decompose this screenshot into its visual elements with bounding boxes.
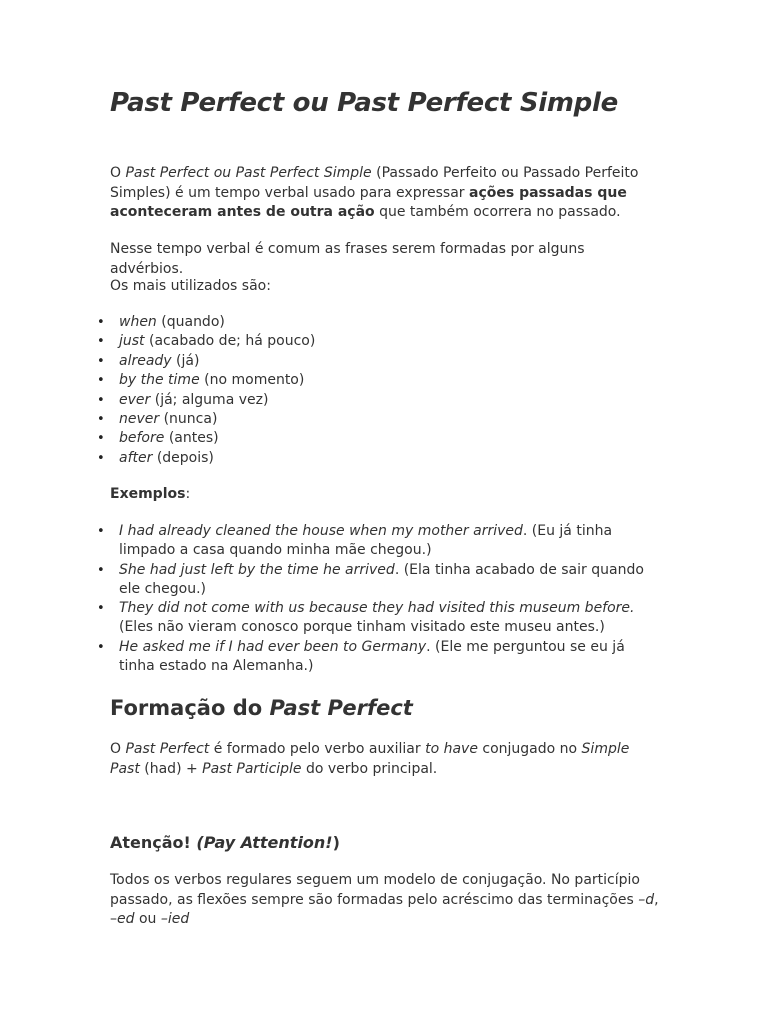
adverb-meaning: (no momento) [199, 372, 305, 389]
atencao-heading-text: Atenção! [110, 833, 197, 852]
formacao-text-1: O [110, 741, 126, 757]
adverb-term: after [119, 449, 153, 466]
todos-suffix-ied: –ied [160, 911, 190, 927]
todos-text-3: ou [134, 911, 161, 927]
adverb-meaning: (antes) [164, 430, 219, 447]
todos-suffix-d: –d [638, 891, 655, 908]
todos-paragraph [110, 871, 660, 930]
adverbs-list [97, 313, 657, 468]
adverb-term: just [119, 333, 145, 350]
atencao-heading-close: ) [332, 833, 340, 852]
bullet-icon: • [97, 524, 105, 539]
bullet-icon: • [97, 315, 105, 330]
formacao-term-1: Past Perfect [125, 741, 210, 757]
intro-emphasis: ações passadas que aconteceram antes de outra ação [110, 184, 627, 220]
examples-label: Exemplos [110, 486, 186, 502]
example-english: She had just left by the time he arrived [119, 561, 395, 578]
bullet-icon: • [97, 431, 105, 447]
formacao-term-4: Past Participle [202, 760, 302, 777]
intro-text-2: (Passado Perfeito ou Passado Perfeito Simples) é um tempo verbal usado para expressar [110, 165, 639, 201]
adverb-meaning: (já; alguma vez) [150, 391, 269, 408]
example-translation: . (Eu já tinha limpado a casa quando minha mãe chegou.) [119, 523, 613, 559]
adverb-meaning: (já) [171, 352, 200, 369]
adverb-term: already [119, 352, 172, 369]
common-paragraph: Nesse tempo verbal é comum as frases serem formadas por alguns advérbios. [110, 241, 585, 277]
most-used-paragraph: Os mais utilizados são: [110, 278, 271, 294]
formacao-term-3: Simple Past [110, 741, 630, 777]
adverb-term: when [119, 314, 157, 330]
list-item [97, 638, 662, 677]
adverb-term: by the time [119, 372, 200, 389]
adverb-term: before [119, 430, 165, 447]
formacao-text-5: do verbo principal. [301, 760, 438, 777]
bullet-icon: • [97, 450, 105, 466]
list-item [97, 449, 657, 468]
list-item [97, 429, 657, 448]
intro-paragraph [110, 164, 660, 223]
adverb-meaning: (depois) [152, 449, 214, 466]
example-english: They did not come with us because they had visited this museum before. [119, 600, 635, 617]
list-item [97, 522, 662, 561]
formacao-heading-text: Formação do [110, 696, 270, 720]
adverb-meaning: (quando) [156, 314, 225, 330]
intro-text-3: que também ocorrera no passado. [374, 204, 621, 220]
list-item [97, 352, 657, 371]
adverb-term: ever [119, 391, 151, 408]
formacao-text-4: (had) + [139, 760, 203, 777]
formacao-text-3: conjugado no [477, 741, 582, 757]
list-item [97, 371, 657, 390]
adverb-term: never [119, 411, 160, 428]
list-item [97, 561, 662, 600]
examples-heading [110, 485, 190, 505]
examples-colon: : [185, 486, 191, 502]
section-heading-formacao [110, 696, 413, 720]
bullet-icon: • [97, 392, 105, 408]
todos-text-2: , – [110, 891, 659, 927]
bullet-icon: • [97, 562, 105, 578]
intro-term: Past Perfect ou Past Perfect Simple [125, 165, 372, 181]
list-item [97, 313, 657, 332]
list-item [97, 332, 657, 351]
formacao-heading-term: Past Perfect [269, 696, 413, 720]
bullet-icon: • [97, 639, 105, 655]
example-translation: . (Ele me perguntou se eu já tinha estado na Alemanha.) [119, 638, 625, 675]
bullet-icon: • [97, 373, 105, 389]
section-heading-atencao [110, 833, 340, 852]
bullet-icon: • [97, 353, 105, 369]
formacao-term-2: to have [425, 741, 478, 757]
list-item [97, 391, 657, 410]
adverb-meaning: (acabado de; há pouco) [144, 333, 316, 350]
example-english: I had already cleaned the house when my mother arrived [119, 523, 523, 539]
intro-text-1: O [110, 165, 126, 181]
bullet-icon: • [97, 412, 105, 428]
page-title: Past Perfect ou Past Perfect Simple [110, 88, 618, 118]
example-translation: (Eles não vieram conosco porque tinham visitado este museu antes.) [119, 619, 605, 636]
adverb-meaning: (nunca) [159, 411, 218, 428]
example-english: He asked me if I had ever been to Germany [119, 638, 427, 655]
example-translation: . (Ela tinha acabado de sair quando ele chegou.) [119, 561, 644, 597]
examples-list [97, 522, 662, 676]
todos-suffix-ed: ed [117, 911, 135, 927]
list-item [97, 410, 657, 429]
atencao-heading-english: (Pay Attention! [196, 833, 333, 852]
bullet-icon: • [97, 334, 105, 350]
formacao-paragraph [110, 740, 650, 779]
bullet-icon: • [97, 601, 105, 617]
formacao-text-2: é formado pelo verbo auxiliar [209, 741, 426, 757]
list-item [97, 599, 662, 638]
todos-text-1: Todos os verbos regulares seguem um modelo de conjugação. No particípio passado, as flexões sempre são formadas pelo acréscimo das terminações [110, 872, 640, 908]
